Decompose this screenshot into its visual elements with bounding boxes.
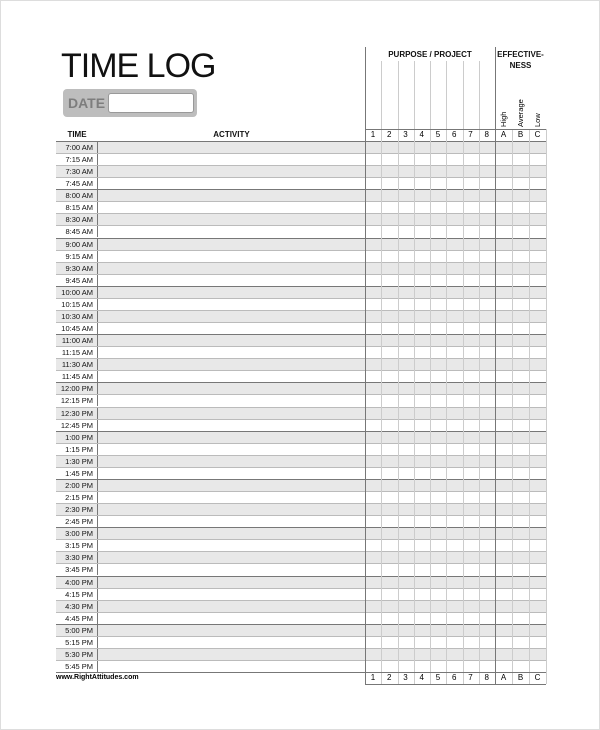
time-cell: 5:15 PM [56,637,98,648]
log-row[interactable] [56,515,546,527]
log-row[interactable] [56,213,546,225]
time-cell: 9:45 AM [56,275,98,286]
log-row[interactable] [56,636,546,648]
time-cell: 8:15 AM [56,202,98,213]
column-line [381,61,382,684]
purpose-column-footer: 3 [403,673,408,683]
log-row[interactable] [56,346,546,358]
purpose-column-footer: 4 [419,673,424,683]
effectiveness-header-2: NESS [509,61,532,70]
purpose-column-footer: 8 [484,673,489,683]
log-row[interactable] [56,563,546,575]
column-line [529,129,530,684]
purpose-column-footer: 5 [435,673,441,683]
log-row[interactable] [56,177,546,189]
time-cell: 2:15 PM [56,492,98,503]
time-cell: 3:30 PM [56,552,98,563]
time-cell: 10:15 AM [56,299,98,310]
page-title: TIME LOG [61,47,216,85]
time-cell: 12:45 PM [56,420,98,431]
time-cell: 3:45 PM [56,564,98,575]
time-cell: 3:15 PM [56,540,98,551]
effectiveness-level-label: Average [516,99,525,127]
time-cell: 11:00 AM [56,335,98,346]
log-row[interactable] [56,141,546,153]
time-cell: 7:30 AM [56,166,98,177]
log-row[interactable] [56,551,546,563]
purpose-column-footer: 7 [468,673,473,683]
time-cell: 1:30 PM [56,456,98,467]
log-row[interactable] [56,491,546,503]
time-cell: 4:00 PM [56,577,98,588]
time-cell: 5:00 PM [56,625,98,636]
time-cell: 5:45 PM [56,661,98,672]
log-row[interactable] [56,467,546,479]
log-row[interactable] [56,189,546,201]
time-cell: 10:30 AM [56,311,98,322]
time-cell: 9:30 AM [56,263,98,274]
time-cell: 10:45 AM [56,323,98,334]
purpose-column-header: 7 [468,130,473,139]
log-row[interactable] [56,648,546,660]
effectiveness-column-header: B [517,130,524,139]
time-cell: 1:15 PM [56,444,98,455]
column-line [398,61,399,684]
time-cell: 5:30 PM [56,649,98,660]
time-cell: 7:00 AM [56,142,98,153]
purpose-column-header: 6 [452,130,457,139]
time-cell: 4:45 PM [56,613,98,624]
purpose-column-header: 5 [435,130,441,139]
time-cell: 1:00 PM [56,432,98,443]
purpose-header: PURPOSE / PROJECT [388,50,472,59]
date-input[interactable] [108,93,194,113]
column-line [463,61,464,684]
effectiveness-level-label: High [499,111,508,127]
log-row[interactable] [56,539,546,551]
log-row[interactable] [56,262,546,274]
log-row[interactable] [56,153,546,165]
time-cell: 2:00 PM [56,480,98,491]
column-line [512,129,513,684]
divider [365,47,366,684]
log-row[interactable] [56,419,546,431]
time-cell: 8:00 AM [56,190,98,201]
time-header: TIME [67,130,87,139]
log-row[interactable] [56,443,546,455]
footer-website[interactable]: www.RightAttitudes.com [56,674,139,681]
time-cell: 11:30 AM [56,359,98,370]
purpose-column-header: 4 [419,130,424,139]
effectiveness-column-header: A [500,130,507,139]
log-row[interactable] [56,238,546,250]
time-cell: 10:00 AM [56,287,98,298]
log-row[interactable] [56,274,546,286]
time-cell: 3:00 PM [56,528,98,539]
effectiveness-column-header: C [534,130,541,139]
time-cell: 8:30 AM [56,214,98,225]
effectiveness-column-footer: C [534,673,541,683]
log-row[interactable] [56,250,546,262]
log-row[interactable] [56,479,546,491]
purpose-column-header: 8 [484,130,489,139]
log-row[interactable] [56,660,546,672]
log-row[interactable] [56,310,546,322]
column-line [414,61,415,684]
time-cell: 4:30 PM [56,601,98,612]
divider [495,47,496,684]
log-row[interactable] [56,612,546,624]
log-row[interactable] [56,298,546,310]
purpose-column-footer: 6 [452,673,457,683]
time-cell: 2:45 PM [56,516,98,527]
date-box [63,89,197,117]
log-row[interactable] [56,600,546,612]
purpose-column-header: 1 [370,130,376,139]
log-row[interactable] [56,431,546,443]
purpose-column-header: 3 [403,130,408,139]
log-row[interactable] [56,322,546,334]
log-row[interactable] [56,358,546,370]
time-cell: 7:15 AM [56,154,98,165]
column-line [446,61,447,684]
effectiveness-column-footer: B [517,673,524,683]
log-row[interactable] [56,527,546,539]
log-row[interactable] [56,165,546,177]
column-line [546,129,547,684]
time-cell: 12:30 PM [56,408,98,419]
purpose-column-footer: 1 [370,673,376,683]
effectiveness-header-1: EFFECTIVE- [497,50,544,59]
log-row[interactable] [56,624,546,636]
time-cell: 8:45 AM [56,226,98,237]
log-row[interactable] [56,455,546,467]
activity-header: ACTIVITY [213,130,250,139]
effectiveness-column-footer: A [500,673,507,683]
time-cell: 9:15 AM [56,251,98,262]
log-row[interactable] [56,382,546,394]
date-label: DATE [68,95,106,111]
log-row[interactable] [56,286,546,298]
time-cell: 11:15 AM [56,347,98,358]
time-cell: 4:15 PM [56,589,98,600]
time-cell: 12:15 PM [56,395,98,406]
log-row[interactable] [56,334,546,346]
log-row[interactable] [56,576,546,588]
log-row[interactable] [56,503,546,515]
log-row[interactable] [56,407,546,419]
column-line [479,61,480,684]
column-line [430,61,431,684]
purpose-column-header: 2 [387,130,392,139]
log-row[interactable] [56,370,546,382]
log-row[interactable] [56,225,546,237]
purpose-column-footer: 2 [387,673,392,683]
log-row[interactable] [56,201,546,213]
effectiveness-level-label: Low [533,113,542,127]
time-cell: 11:45 AM [56,371,98,382]
time-cell: 9:00 AM [56,239,98,250]
time-cell: 1:45 PM [56,468,98,479]
divider [365,684,546,685]
log-row[interactable] [56,394,546,406]
time-cell: 2:30 PM [56,504,98,515]
time-cell: 12:00 PM [56,383,98,394]
time-cell: 7:45 AM [56,178,98,189]
log-row[interactable] [56,588,546,600]
